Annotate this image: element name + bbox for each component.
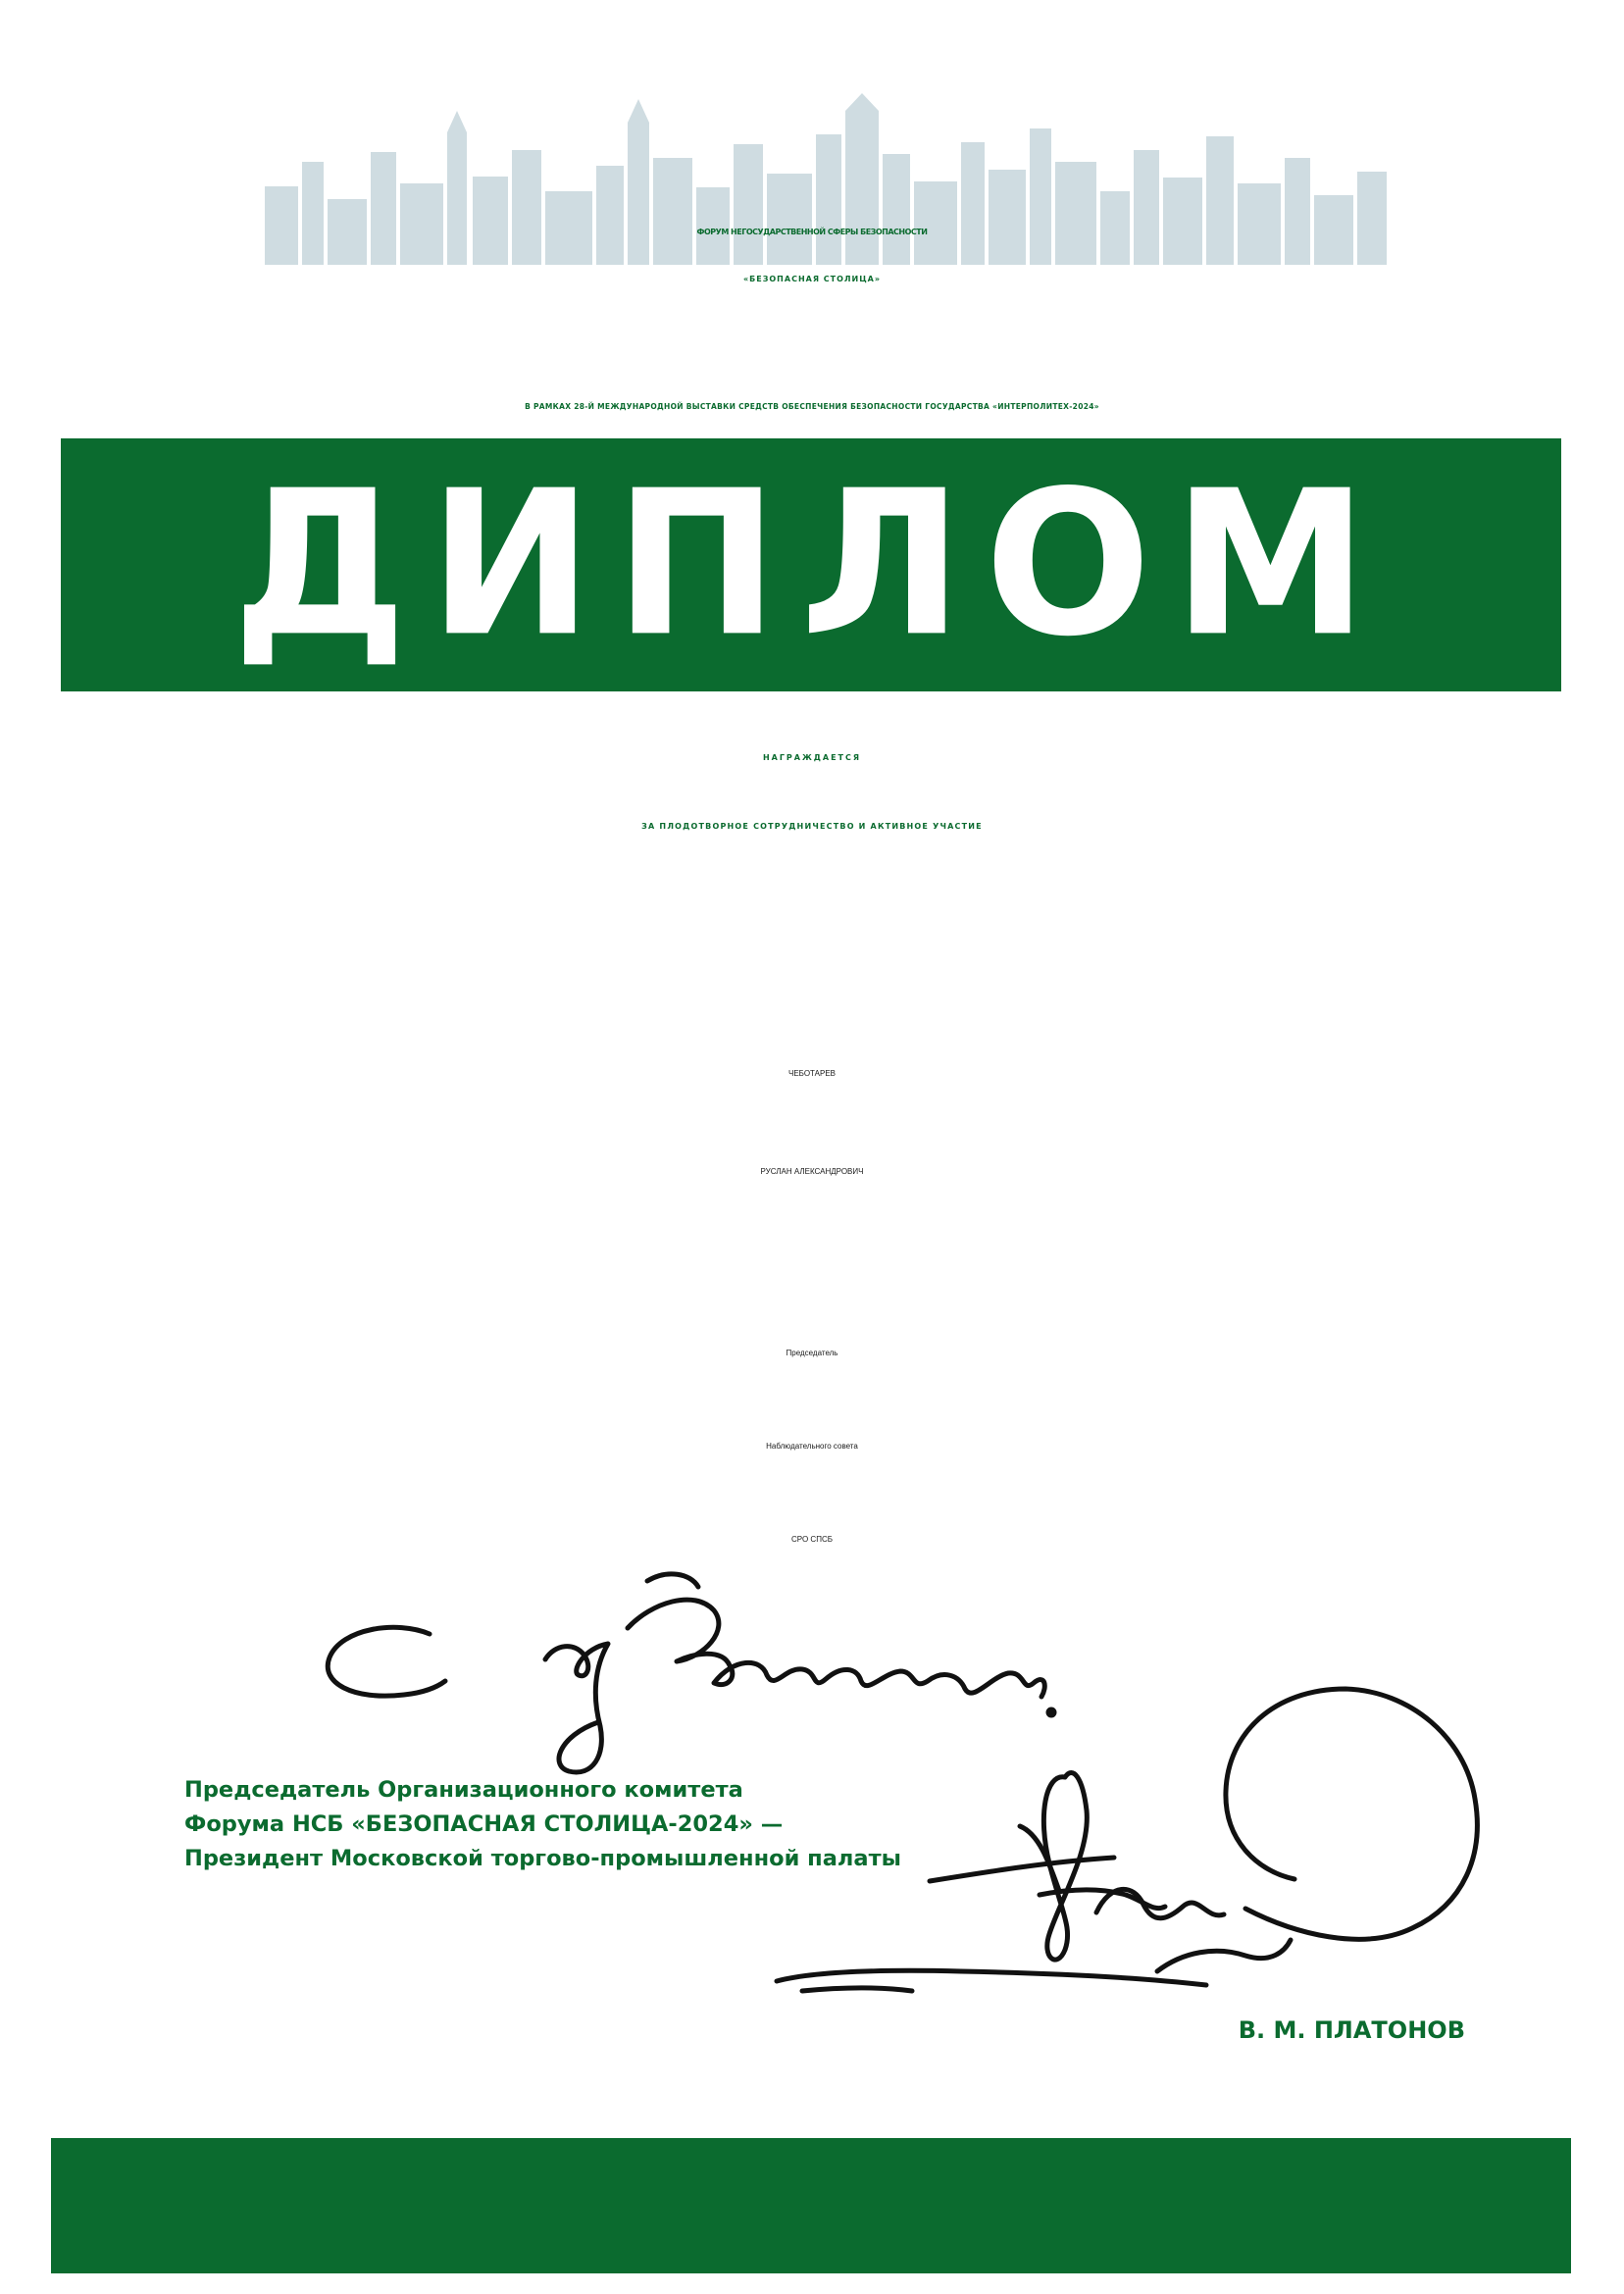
forum-name-line: ФОРУМ НЕГОСУДАРСТВЕННОЙ СФЕРЫ БЕЗОПАСНОСТИ xyxy=(696,228,928,236)
handwritten-note-icon xyxy=(1048,1709,1054,1715)
city-skyline-icon xyxy=(245,93,1402,265)
recipient-given-names: РУСЛАН АЛЕКСАНДРОВИЧ xyxy=(760,1167,864,1176)
forum-brand-title: «БЕЗОПАСНАЯ СТОЛИЦА» xyxy=(742,275,882,283)
signature-icon xyxy=(1020,1826,1059,1891)
exhibition-framework-line: В РАМКАХ 28-Й МЕЖДУНАРОДНОЙ ВЫСТАВКИ СРЕДСТВ ОБЕСПЕЧЕНИЯ БЕЗОПАСНОСТИ ГОСУДАРСТВА «ИНТЕРПОЛИТЕХ-2024» xyxy=(525,402,1099,411)
skyline-buildings xyxy=(265,93,1387,265)
signature-icon xyxy=(777,1970,1206,1985)
award-heading: НАГРАЖДАЕТСЯ xyxy=(762,753,862,762)
signature-icon xyxy=(1040,1890,1165,1909)
signature-icon xyxy=(802,1988,912,1991)
award-reason: ЗА ПЛОДОТВОРНОЕ СОТРУДНИЧЕСТВО И АКТИВНОЕ УЧАСТИЕ xyxy=(641,822,983,831)
signature-icon xyxy=(1157,1940,1291,1971)
signature-icon xyxy=(1043,1772,1087,1960)
signature-icon xyxy=(930,1858,1114,1881)
signature-icon xyxy=(1226,1689,1477,1939)
signatory-role-line2: Форума НСБ «БЕЗОПАСНАЯ СТОЛИЦА-2024» — xyxy=(184,1811,784,1837)
handwritten-note-icon xyxy=(647,1574,698,1587)
signatory-role-line3: Президент Московской торгово-промышленной палаты xyxy=(184,1846,901,1871)
diploma-title-band xyxy=(61,438,1561,691)
handwritten-note-icon xyxy=(328,1627,445,1696)
bottom-green-band xyxy=(51,2138,1571,2273)
signatory-role xyxy=(184,1773,901,1876)
signature-icon xyxy=(1096,1889,1224,1917)
recipient-surname: ЧЕБОТАРЕВ xyxy=(787,1069,836,1078)
recipient-position-line1: Председатель xyxy=(786,1349,838,1357)
recipient-position-line3: СРО СПСБ xyxy=(791,1535,833,1544)
recipient-position-line2: Наблюдательного совета xyxy=(766,1442,858,1451)
diploma-title: ДИПЛОМ xyxy=(231,447,1391,682)
handwritten-note-icon xyxy=(545,1644,608,1772)
handwritten-note-icon xyxy=(628,1600,1044,1697)
signatory-name: В. М. ПЛАТОНОВ xyxy=(1238,2016,1465,2044)
signatory-role-line1: Председатель Организационного комитета xyxy=(184,1777,743,1803)
